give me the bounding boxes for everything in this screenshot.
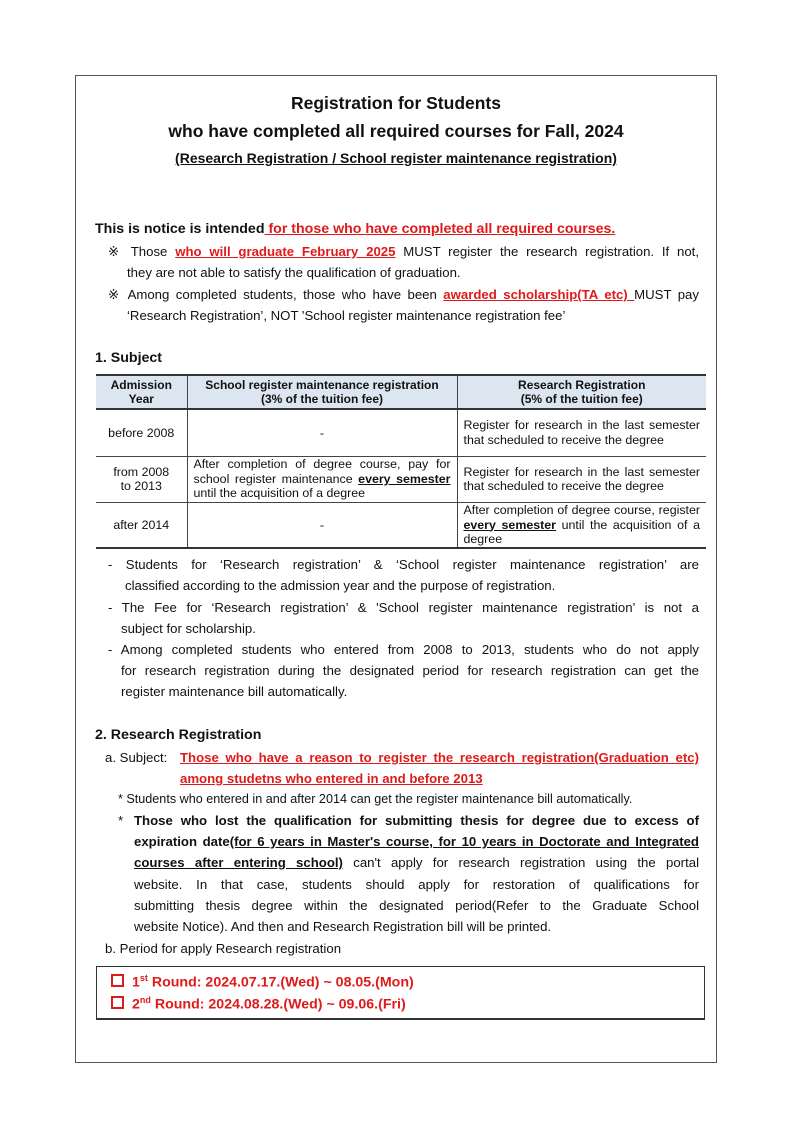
intro-note-2 [108,287,699,303]
subject-table [96,374,706,549]
cell-maintenance-c: until the acquisition of a degree [193,486,366,501]
intro-note-1 [108,244,699,260]
table-row [96,502,706,548]
note-star-2-line-2 [134,834,699,849]
bullet-3: - Among completed students who entered from 2008 to 2013, students who do not apply [108,642,699,657]
header-research-title: Research Registration [518,378,646,392]
round-2-text: Round: 2024.08.28.(Wed) ~ 09.06.(Fri) [150,996,406,1013]
note-star-2-line-2-a: expiration date [134,834,230,849]
cell-research: Register for research in the last semester that scheduled to receive the degree [457,409,706,456]
round-2-suffix: nd [139,995,151,1005]
title-line-1: Registration for Students [290,93,501,113]
intro-note-2-cont: ‘Research Registration’, NOT 'School register maintenance registration fee’ [127,308,566,323]
title-line-2: who have completed all required courses for Fall, 2024 [168,121,624,141]
bullet-2-cont: subject for scholarship. [121,621,256,636]
note-star-2-mark: * [118,813,124,828]
checkbox-square-icon [111,974,124,987]
intro-note-1-highlight: who will graduate February 2025 [175,244,396,259]
bullet-3-cont: for research registration during the designated period for research registration can get the [121,663,699,678]
title-line-3: (Research Registration / School register maintenance registration) [175,150,617,166]
note-star-2-line-6: website Notice). And then and Research Registration bill will be printed. [134,919,552,934]
intro-note-2-a: Among completed students, those who have been [121,287,444,302]
round-1-suffix: st [139,973,148,983]
note-star-2-line-2-b: (for 6 years in Master's course, for 10 years in Doctorate and Integrated [229,834,699,849]
subject-label: a. Subject: [105,750,168,765]
intro-lead [95,221,615,237]
table-row [96,456,706,502]
intro-note-1-cont: they are not able to satisfy the qualification of graduation. [127,265,461,280]
table-row [96,409,706,456]
cell-research [457,502,706,548]
reference-mark-icon: ※ [108,244,124,259]
section-2-heading: 2. Research Registration [95,727,262,743]
period-label: b. Period for apply Research registration [105,941,342,956]
header-maintenance-title: School register maintenance registration [205,378,439,392]
cell-year-line-2: to 2013 [120,479,162,493]
cell-maintenance: - [187,502,457,548]
cell-research: Register for research in the last semester that scheduled to receive the degree [457,456,706,502]
checkbox-square-icon [111,996,124,1009]
intro-note-2-highlight: awarded scholarship(TA etc) [443,287,635,302]
bullet-1-cont: classified according to the admission year and the purpose of registration. [125,578,556,593]
round-1 [111,973,414,991]
note-star-2-line-3 [134,855,699,870]
round-2 [111,995,406,1013]
cell-maintenance-emphasis: every semester [358,471,451,486]
cell-year-line-1: from 2008 [113,464,170,479]
round-1-text: Round: 2024.07.17.(Wed) ~ 08.05.(Mon) [147,974,414,991]
round-1-num: 1 [132,974,140,991]
round-2-num: 2 [132,996,140,1013]
note-star-2-line-3-b: can't apply for research registration using the portal [342,855,700,870]
header-research-fee: (5% of the tuition fee) [520,392,643,406]
intro-note-1-a: Those [123,244,176,259]
cell-year: before 2008 [96,409,187,456]
subject-text-line-2: among studetns who entered in and before 2013 [180,771,483,786]
cell-maintenance [187,456,457,502]
cell-research-a: After completion of degree course, register [463,503,700,517]
note-star-1: * Students who entered in and after 2014 can get the register maintenance bill automatically. [118,792,633,806]
period-box [96,966,705,1020]
subject-text-line-1: Those who have a reason to register the research registration(Graduation etc) [180,750,699,765]
intro-note-1-c: MUST register the research registration. If not, [395,244,699,259]
note-star-2-line-1: Those who lost the qualification for submitting thesis for degree due to excess of [134,813,699,828]
cell-research-emphasis: every semester [463,517,556,532]
header-maintenance-fee: (3% of the tuition fee) [261,392,383,406]
cell-maintenance-a: After completion of degree course, pay for school register maintenance [193,457,451,486]
header-admission-year: Admission Year [96,375,187,409]
header-maintenance [187,375,457,409]
cell-year [96,456,187,502]
bullet-2: - The Fee for ‘Research registration’ & 'School register maintenance registration’ is not a [108,600,699,615]
cell-maintenance: - [187,409,457,456]
bullet-1: - Students for ‘Research registration’ & ‘School register maintenance registration’ are [108,557,699,572]
intro-lead-text: This is notice is intended [95,221,265,237]
section-1-heading: 1. Subject [95,350,163,366]
bullet-3-cont-2: register maintenance bill automatically. [121,684,348,699]
cell-research-c: until the acquisition of a degree [463,517,700,546]
note-star-2-line-5: submitting thesis degree within the designated period(Refer to the Graduate School [134,898,699,913]
note-star-2-line-4: website. In that case, students should apply for restoration of qualifications for [134,877,699,892]
intro-lead-highlight: for those who have completed all required courses. [264,221,616,237]
table-header-row [96,375,706,409]
header-research [457,375,706,409]
cell-year: after 2014 [96,502,187,548]
reference-mark-icon: ※ [108,287,122,302]
intro-note-2-c: MUST pay [634,287,699,302]
note-star-2-line-3-a: courses after entering school) [134,855,343,870]
